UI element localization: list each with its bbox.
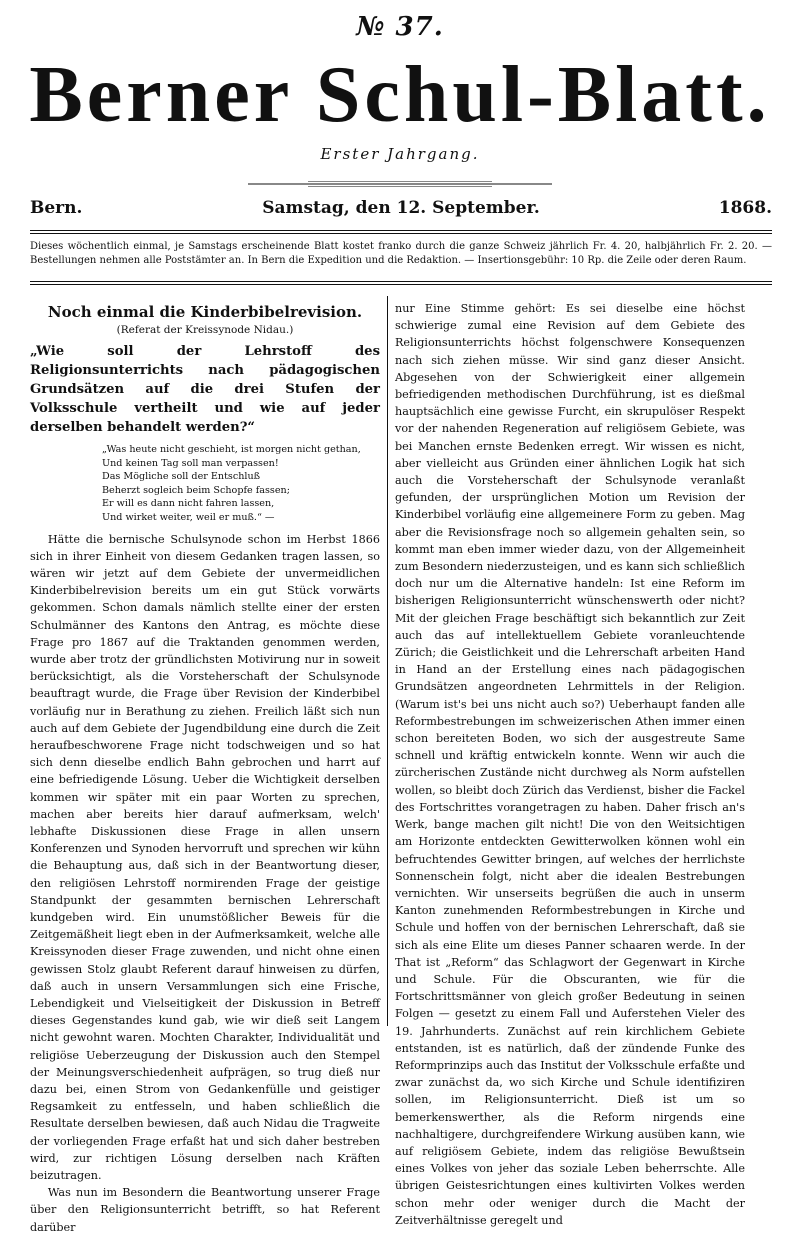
issue-date: Samstag, den 12. September. xyxy=(262,198,540,218)
issue-year: 1868. xyxy=(718,198,772,218)
header-rule-top-2 xyxy=(30,233,772,234)
poem-line: Das Mögliche soll der Entschluß xyxy=(102,471,261,483)
paragraph: Was nun im Besondern die Beantwortung unserer Frage über den Religionsunterricht betrifft, so hat Referent darüber xyxy=(30,1186,380,1234)
column-right xyxy=(395,300,745,1229)
poem-line: Und wirket weiter, weil er muß.“ — xyxy=(102,511,275,523)
ornament-divider xyxy=(248,180,552,188)
poem-line: Er will es dann nicht fahren lassen, xyxy=(102,498,275,510)
paragraph: Hätte die bernische Schulsynode schon im Herbst 1866 sich in ihrer Einheit von diesem Gedanken tragen lassen, so wären wir jetzt auf dem Gebiete der unvermeidlichen Kinderbibelrevision bereits um ein gut Stück vorwärts gekommen. Schon damals nämlich stellte einer der ersten Schulmänner des Kantons den Antrag, es möchte diese Frage pro 1867 auf die Traktanden genommen werden, wurde aber trotz der gründlichsten Motivirung nur in soweit berücksichtigt, als die Vorsteherschaft der Schulsynode beauftragt wurde, die Frage über Revision der Kinderbibel vorläufig nur in Berathung zu ziehen. Freilich läßt sich nun auch auf dem Gebiete der Jugendbildung eine durch die Zeit heraufbeschworene Frage nicht todschweigen und so hat sich denn dieselbe endlich Bahn gebrochen und harrt auf eine befriedigende Lösung. Ueber die Wichtigkeit derselben kommen wir später mit ein paar Worten zu sprechen, machen aber bereits hier darauf aufmerksam, welch' lebhafte Diskussionen diese Frage in allen unsern Konferenzen und Synoden hervorruft und sprechen wir kühn die Behauptung aus, daß sich in der Beantwortung dieser, den religiösen Lehrstoff normirenden Frage der geistige Standpunkt der gesammten bernischen Lehrerschaft kundgeben wird. Ein unumstößlicher Beweis für die Zeitgemäßheit liegt eben in der Aufmerksamkeit, welche alle Kreissynoden dieser Frage zuwenden, und nicht ohne einen gewissen Stolz glaubt Referent darauf hinweisen zu dürfen, daß auch in unsern Versammlungen sich eine Frische, Lebendigkeit und Vielseitigkeit der Diskussion in Betreff dieses Gegenstandes kund gab, wie wir dieß seit Langem nicht gewohnt waren. Mochten Charakter, Individualität und religiöse Ueberzeugung der Diskussion auch den Stempel der Meinungsverschiedenheit aufprägen, so trug dieß nur dazu bei, einen Strom von Gedankenfülle und geistiger Regsamkeit zu entfesseln, und haben schließlich die Resultate derselben bewiesen, daß auch Nidau die Tragweite der vorliegenden Frage erfaßt hat und sich daher bestreben wird, zur richtigen Lösung derselben nach Kräften beizutragen. xyxy=(30,532,380,1183)
poem-line: Und keinen Tag soll man verpassen! xyxy=(102,457,279,469)
subscription-notice: Dieses wöchentlich einmal, je Samstags erscheinende Blatt kostet franko durch die ganze Schweiz jährlich Fr. 4. 20, halbjährlich Fr. 2. 20. — Bestellungen nehmen alle Poststämter an. In Bern die Expedition und die Redaktion. — Insertionsgebühr: 10 Rp. die Zeile oder deren Raum. xyxy=(30,241,772,266)
article-question: „Wie soll der Lehrstoff des Religionsunterrichts nach pädagogischen Grundsätzen auf die drei Stufen der Volksschule vertheilt und wie auf jeder derselben behandelt werden?“ xyxy=(30,344,380,435)
poem-line: „Was heute nicht geschieht, ist morgen nicht gethan, xyxy=(102,444,361,455)
header-rule-bottom-2 xyxy=(30,284,772,285)
issue-number: № 37. xyxy=(356,12,444,42)
poem xyxy=(102,443,380,525)
masthead-title: Berner Schul-Blatt. xyxy=(29,51,771,139)
dateline xyxy=(30,198,772,224)
poem-line: Beherzt sogleich beim Schopfe fassen; xyxy=(102,484,290,496)
place: Bern. xyxy=(30,198,83,218)
paragraph: nur Eine Stimme gehört: Es sei dieselbe eine höchst schwierige zumal eine Revision auf dem Gebiete des Religionsunterrichts höchst folgenschwere Konsequenzen nach sich ziehen müsse. Wir sind ganz dieser Ansicht. Abgesehen von der Schwierigkeit einer allgemein befriedigenden methodischen Durchführung, ist es dießmal hauptsächlich eine gewisse Furcht, ein skrupulöser Respekt vor der nahenden Regeneration auf religiösem Gebiete, was bei Manchen ernste Bedenken erregt. Wir wissen es nicht, aber vielleicht aus Gründen einer ähnlichen Logik hat sich auch die Vorsteherschaft der Schulsynode veranlaßt gefunden, der ursprünglichen Motion um Revision der Kinderbibel vorläufig eine allgemeinere Form zu geben. Mag aber die Revisionsfrage noch so allgemein gehalten sein, so kommt man eben immer wieder dazu, von der Allgemeinheit zum Besondern niederzusteigen, und es kann sich schließlich doch nur um die Alternative handeln: Ist eine Reform im bisherigen Religionsunterricht wünschenswerth oder nicht? Mit der gleichen Frage beschäftigt sich bekanntlich zur Zeit auch das auf intellektuellem Gebiete voranleuchtende Zürich; die Geistlichkeit und die Lehrerschaft arbeiten Hand in Hand an der Erstellung eines nach pädagogischen Grundsätzen angeordneten Lehrmittels in der Religion. (Warum ist's bei uns nicht auch so?) Ueberhaupt fanden alle Reformbestrebungen im schweizerischen Athen immer einen schon bereiteten Boden, wo sich der ausgestreute Same schnell und kräftig entwickeln konnte. Wenn wir auch die zürcherischen Zustände nicht durchweg als Norm aufstellen wollen, so bleibt doch Zürich das Verdienst, bisher die Fackel des Fortschrittes vorangetragen zu haben. Daher frisch an's Werk, bange machen gilt nicht! Die von den Weitsichtigen am Horizonte entdeckten Gewitterwolken können wohl ein befruchtendes Gewitter bringen, auf welches der herrlichste Sonnenschein folgt, nicht aber die idealen Bestrebungen vernichten. Wir unserseits begrüßen die auch in unserm Kanton zunehmenden Reformbestrebungen in Kirche und Schule und hoffen von der bernischen Lehrerschaft, daß sie sich als eine Elite um dieses Panner schaaren werde. In der That ist „Reform“ das Schlagwort der Gegenwart in Kirche und Schule. Für die Obscuranten, wie für die Fortschrittsmänner von gleich großer Bedeutung in seinen Folgen — gesetzt zu einem Fall und Auferstehen Vieler des 19. Jahrhunderts. Zunächst auf rein kirchlichem Gebiete entstanden, ist es natürlich, daß der zündende Funke des Reformprinzips auch das Institut der Volksschule erfaßte und zwar zunächst da, wo sich Kirche und Schule identifiziren sollen, im Religionsunterricht. Dieß ist um so bemerkenswerther, als die Reform nirgends eine nachhaltigere, durchgreifendere Wirkung ausüben kann, wie auf religiösem Gebiete, indem das religiöse Bewußtsein eines Volkes von jeher das soziale Leben beherrschte. Alle übrigen Geistesrichtungen eines kultivirten Volkes werden schon mehr oder weniger durch die Macht der Zeitverhältnisse geregelt und xyxy=(395,302,745,1227)
column-separator xyxy=(387,296,388,1026)
volume-line: Erster Jahrgang. xyxy=(320,145,480,163)
header-rule-bottom xyxy=(30,281,772,282)
column-left xyxy=(30,300,380,1236)
article-title: Noch einmal die Kinderbibelrevision. xyxy=(47,303,363,321)
article-subtitle: (Referat der Kreissynode Nidau.) xyxy=(116,324,294,336)
header-rule-top xyxy=(30,230,772,231)
